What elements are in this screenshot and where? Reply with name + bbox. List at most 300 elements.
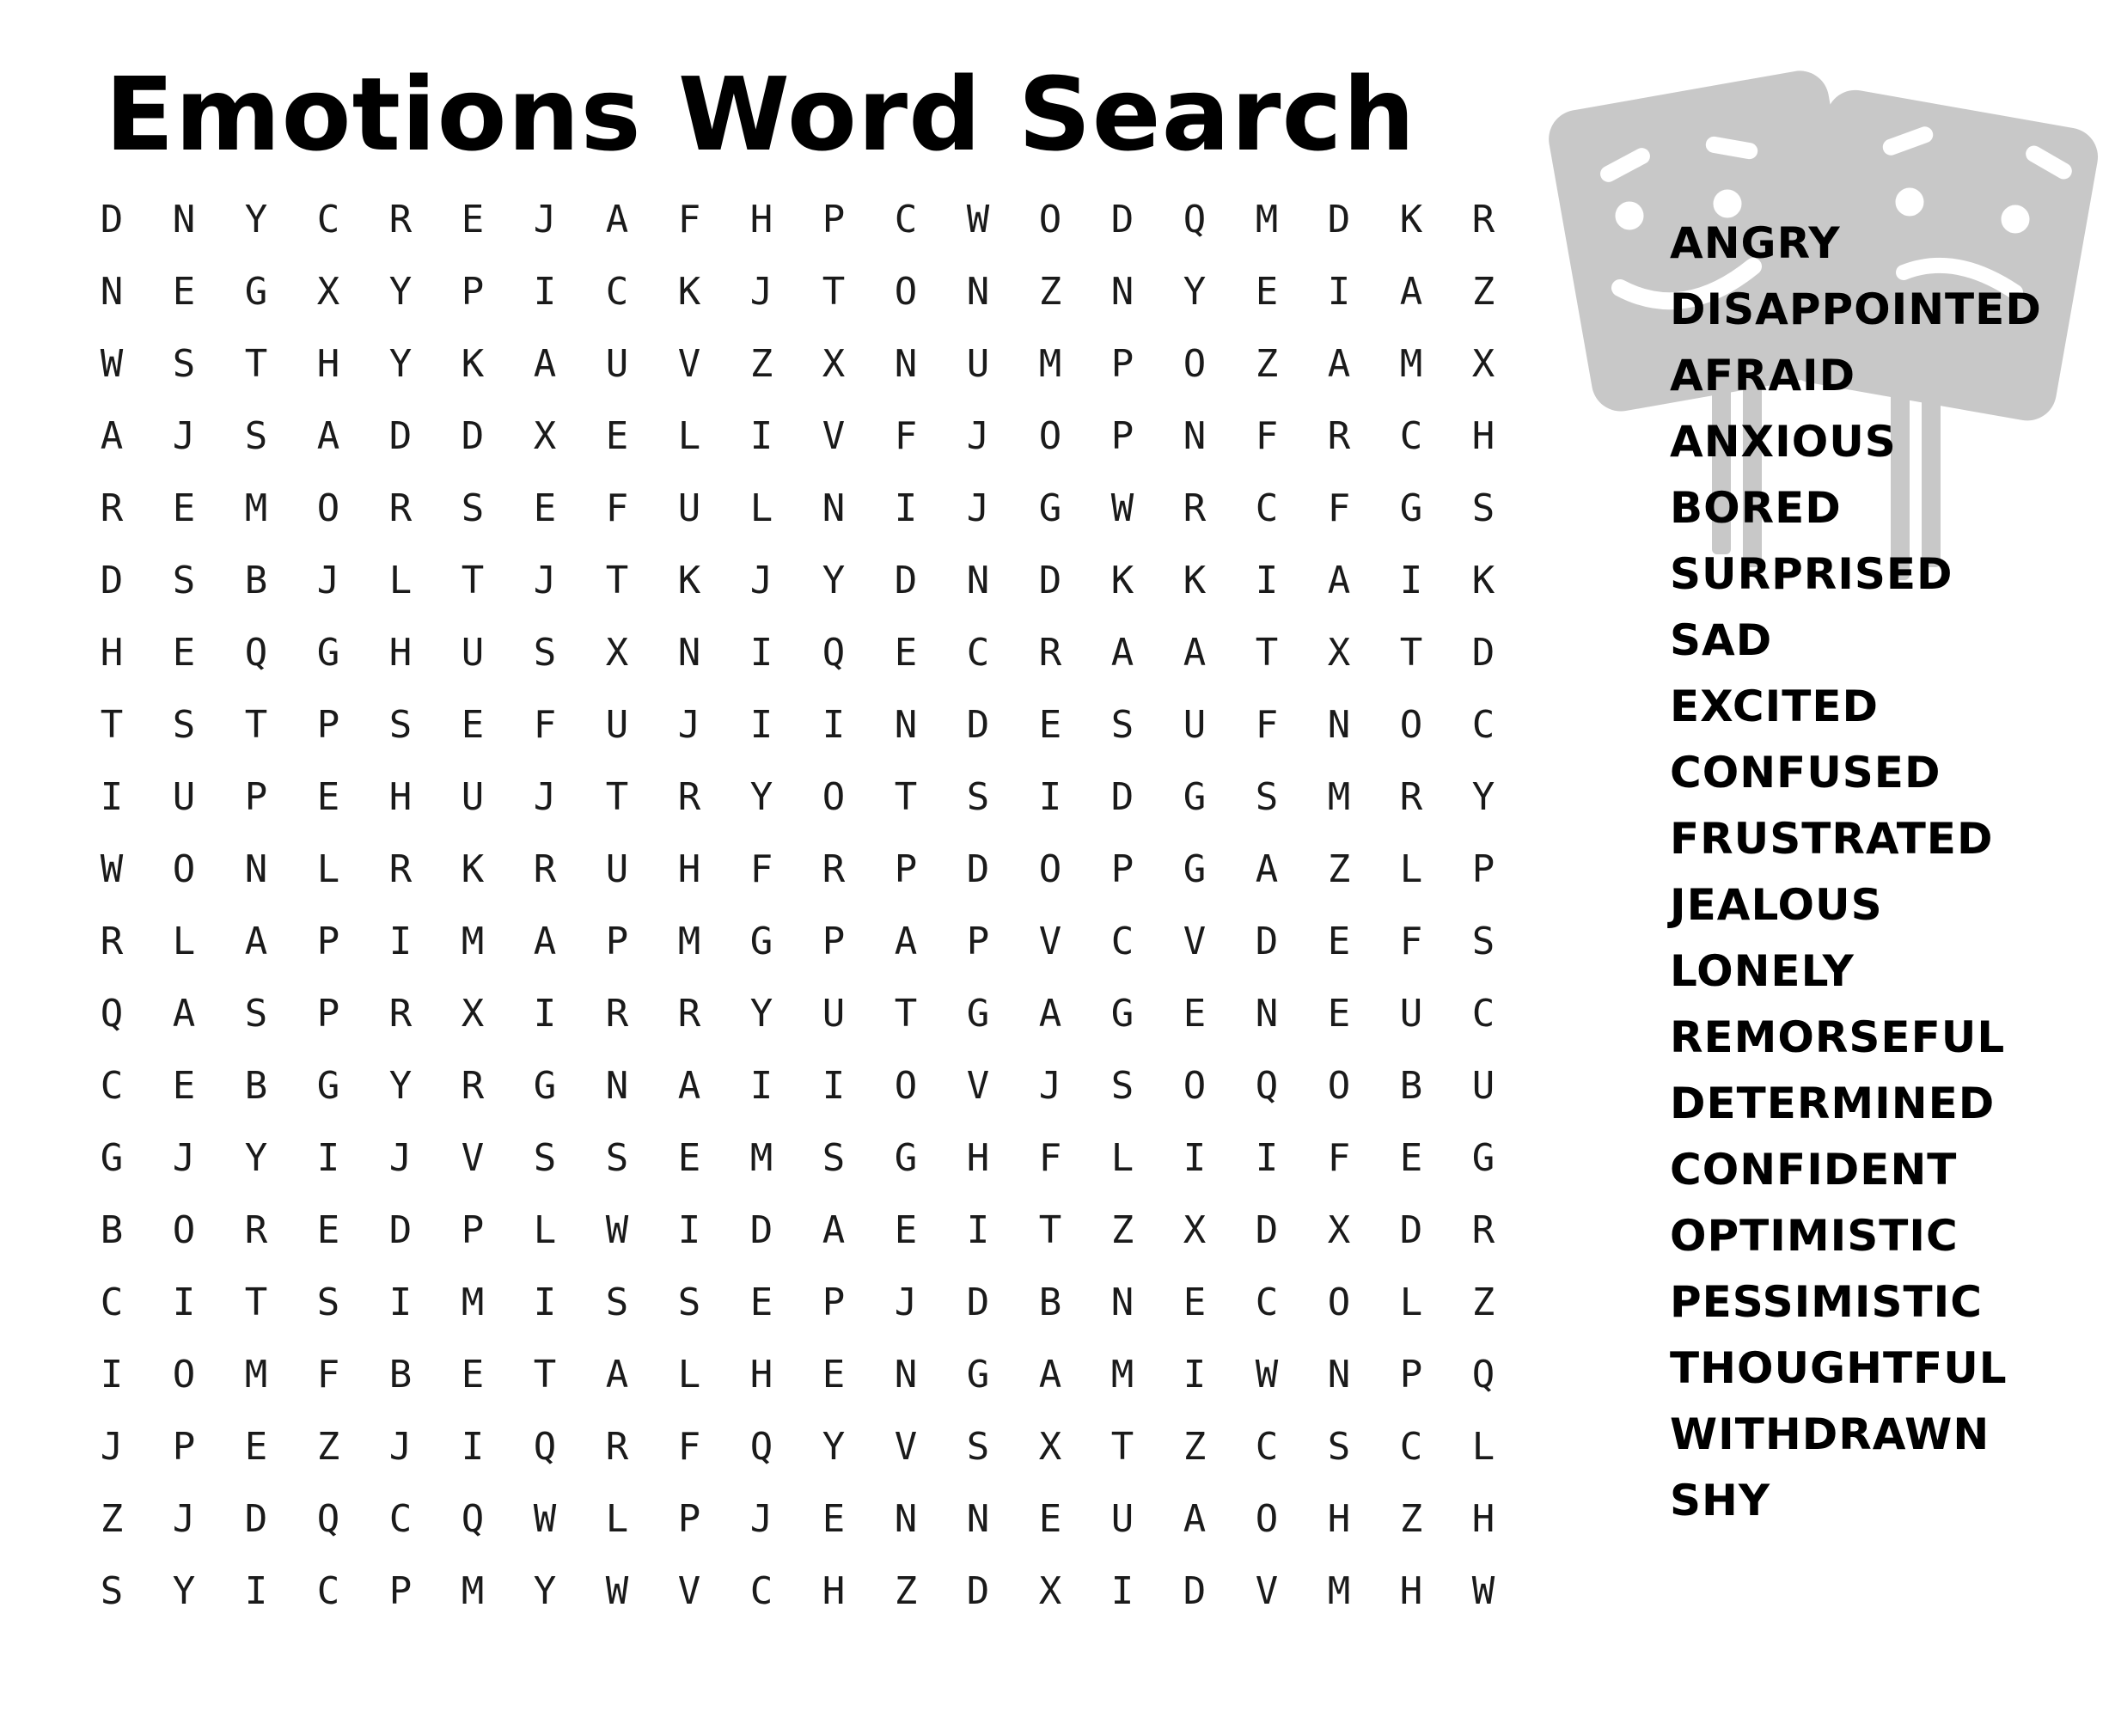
grid-letter[interactable]: F: [1038, 1136, 1062, 1180]
grid-letter[interactable]: G: [966, 992, 990, 1036]
grid-letter[interactable]: K: [461, 847, 485, 891]
grid-letter[interactable]: C: [1399, 1425, 1423, 1469]
grid-letter[interactable]: R: [1399, 775, 1423, 819]
grid-letter[interactable]: D: [1399, 1208, 1423, 1252]
grid-letter[interactable]: I: [1183, 1353, 1207, 1397]
grid-letter[interactable]: S: [100, 1569, 124, 1613]
grid-letter[interactable]: D: [1038, 559, 1062, 602]
grid-letter[interactable]: C: [966, 631, 990, 675]
grid-letter[interactable]: A: [1183, 1497, 1207, 1541]
grid-letter[interactable]: S: [822, 1136, 846, 1180]
grid-letter[interactable]: M: [461, 1281, 485, 1324]
grid-letter[interactable]: R: [461, 1064, 485, 1108]
grid-letter[interactable]: O: [172, 1353, 196, 1397]
grid-letter[interactable]: B: [244, 559, 268, 602]
grid-letter[interactable]: S: [172, 559, 196, 602]
grid-letter[interactable]: O: [1038, 847, 1062, 891]
grid-letter[interactable]: S: [605, 1281, 629, 1324]
grid-letter[interactable]: C: [894, 198, 918, 241]
grid-letter[interactable]: D: [1471, 631, 1495, 675]
grid-letter[interactable]: N: [894, 342, 918, 386]
grid-letter[interactable]: L: [749, 486, 773, 530]
grid-letter[interactable]: O: [1038, 198, 1062, 241]
grid-letter[interactable]: Y: [749, 992, 773, 1036]
grid-letter[interactable]: L: [316, 847, 340, 891]
grid-letter[interactable]: I: [822, 1064, 846, 1108]
grid-letter[interactable]: G: [1183, 847, 1207, 891]
grid-letter[interactable]: M: [1327, 1569, 1351, 1613]
grid-letter[interactable]: C: [1471, 703, 1495, 747]
grid-letter[interactable]: N: [966, 1497, 990, 1541]
grid-letter[interactable]: J: [172, 414, 196, 458]
grid-letter[interactable]: C: [1255, 1425, 1279, 1469]
grid-letter[interactable]: M: [244, 1353, 268, 1397]
grid-letter[interactable]: I: [749, 1064, 773, 1108]
grid-letter[interactable]: U: [966, 342, 990, 386]
grid-letter[interactable]: X: [1471, 342, 1495, 386]
grid-letter[interactable]: D: [966, 847, 990, 891]
grid-letter[interactable]: E: [461, 1353, 485, 1397]
grid-letter[interactable]: N: [1183, 414, 1207, 458]
grid-letter[interactable]: G: [316, 631, 340, 675]
grid-letter[interactable]: Y: [822, 559, 846, 602]
grid-letter[interactable]: W: [1471, 1569, 1495, 1613]
grid-letter[interactable]: E: [749, 1281, 773, 1324]
grid-letter[interactable]: X: [605, 631, 629, 675]
grid-letter[interactable]: D: [461, 414, 485, 458]
grid-letter[interactable]: R: [1471, 1208, 1495, 1252]
grid-letter[interactable]: D: [244, 1497, 268, 1541]
grid-letter[interactable]: R: [388, 847, 413, 891]
grid-letter[interactable]: F: [894, 414, 918, 458]
grid-letter[interactable]: J: [533, 775, 557, 819]
grid-letter[interactable]: T: [461, 559, 485, 602]
grid-letter[interactable]: H: [749, 198, 773, 241]
grid-letter[interactable]: S: [388, 703, 413, 747]
grid-letter[interactable]: E: [461, 703, 485, 747]
grid-letter[interactable]: N: [822, 486, 846, 530]
grid-letter[interactable]: J: [172, 1136, 196, 1180]
grid-letter[interactable]: N: [172, 198, 196, 241]
grid-letter[interactable]: B: [1038, 1281, 1062, 1324]
grid-letter[interactable]: S: [244, 414, 268, 458]
grid-letter[interactable]: O: [172, 1208, 196, 1252]
grid-letter[interactable]: Q: [1255, 1064, 1279, 1108]
grid-letter[interactable]: R: [100, 920, 124, 963]
grid-letter[interactable]: D: [749, 1208, 773, 1252]
grid-letter[interactable]: P: [605, 920, 629, 963]
grid-letter[interactable]: D: [1327, 198, 1351, 241]
grid-letter[interactable]: D: [100, 559, 124, 602]
grid-letter[interactable]: Y: [388, 1064, 413, 1108]
grid-letter[interactable]: N: [100, 270, 124, 314]
grid-letter[interactable]: I: [749, 703, 773, 747]
grid-letter[interactable]: Y: [749, 775, 773, 819]
grid-letter[interactable]: S: [316, 1281, 340, 1324]
grid-letter[interactable]: Y: [1471, 775, 1495, 819]
grid-letter[interactable]: E: [172, 1064, 196, 1108]
grid-letter[interactable]: G: [966, 1353, 990, 1397]
grid-letter[interactable]: N: [1327, 1353, 1351, 1397]
grid-letter[interactable]: W: [100, 847, 124, 891]
grid-letter[interactable]: V: [966, 1064, 990, 1108]
grid-letter[interactable]: D: [966, 1281, 990, 1324]
grid-letter[interactable]: P: [822, 1281, 846, 1324]
grid-letter[interactable]: E: [894, 631, 918, 675]
grid-letter[interactable]: I: [244, 1569, 268, 1613]
grid-letter[interactable]: V: [894, 1425, 918, 1469]
grid-letter[interactable]: F: [1399, 920, 1423, 963]
grid-letter[interactable]: N: [244, 847, 268, 891]
grid-letter[interactable]: W: [605, 1569, 629, 1613]
grid-letter[interactable]: Z: [1255, 342, 1279, 386]
grid-letter[interactable]: I: [894, 486, 918, 530]
grid-letter[interactable]: N: [677, 631, 701, 675]
grid-letter[interactable]: Z: [1471, 1281, 1495, 1324]
grid-letter[interactable]: Y: [533, 1569, 557, 1613]
grid-letter[interactable]: O: [1399, 703, 1423, 747]
grid-letter[interactable]: J: [316, 559, 340, 602]
grid-letter[interactable]: I: [1110, 1569, 1134, 1613]
grid-letter[interactable]: E: [605, 414, 629, 458]
grid-letter[interactable]: P: [677, 1497, 701, 1541]
grid-letter[interactable]: P: [966, 920, 990, 963]
grid-letter[interactable]: Y: [388, 270, 413, 314]
grid-letter[interactable]: H: [388, 631, 413, 675]
grid-letter[interactable]: P: [1399, 1353, 1423, 1397]
grid-letter[interactable]: T: [894, 992, 918, 1036]
grid-letter[interactable]: P: [461, 1208, 485, 1252]
grid-letter[interactable]: J: [1038, 1064, 1062, 1108]
grid-letter[interactable]: H: [966, 1136, 990, 1180]
grid-letter[interactable]: N: [1327, 703, 1351, 747]
grid-letter[interactable]: I: [749, 414, 773, 458]
grid-letter[interactable]: S: [1255, 775, 1279, 819]
grid-letter[interactable]: E: [1327, 920, 1351, 963]
grid-letter[interactable]: Z: [894, 1569, 918, 1613]
grid-letter[interactable]: I: [388, 920, 413, 963]
grid-letter[interactable]: O: [1183, 342, 1207, 386]
grid-letter[interactable]: M: [461, 1569, 485, 1613]
grid-letter[interactable]: C: [100, 1281, 124, 1324]
grid-letter[interactable]: Y: [822, 1425, 846, 1469]
grid-letter[interactable]: B: [244, 1064, 268, 1108]
grid-letter[interactable]: T: [605, 775, 629, 819]
grid-letter[interactable]: N: [894, 1497, 918, 1541]
grid-letter[interactable]: N: [966, 270, 990, 314]
grid-letter[interactable]: C: [316, 198, 340, 241]
grid-letter[interactable]: U: [605, 847, 629, 891]
grid-letter[interactable]: N: [605, 1064, 629, 1108]
grid-letter[interactable]: L: [1399, 847, 1423, 891]
grid-letter[interactable]: S: [1110, 1064, 1134, 1108]
grid-letter[interactable]: A: [1327, 559, 1351, 602]
grid-letter[interactable]: J: [966, 414, 990, 458]
grid-letter[interactable]: Q: [1471, 1353, 1495, 1397]
grid-letter[interactable]: T: [244, 703, 268, 747]
grid-letter[interactable]: K: [1471, 559, 1495, 602]
grid-letter[interactable]: H: [388, 775, 413, 819]
grid-letter[interactable]: E: [1327, 992, 1351, 1036]
grid-letter[interactable]: A: [316, 414, 340, 458]
grid-letter[interactable]: T: [244, 342, 268, 386]
grid-letter[interactable]: Z: [1110, 1208, 1134, 1252]
grid-letter[interactable]: I: [822, 703, 846, 747]
grid-letter[interactable]: H: [100, 631, 124, 675]
grid-letter[interactable]: J: [749, 270, 773, 314]
grid-letter[interactable]: H: [822, 1569, 846, 1613]
grid-letter[interactable]: V: [1038, 920, 1062, 963]
grid-letter[interactable]: K: [1399, 198, 1423, 241]
grid-letter[interactable]: H: [316, 342, 340, 386]
grid-letter[interactable]: P: [316, 992, 340, 1036]
grid-letter[interactable]: Z: [1399, 1497, 1423, 1541]
grid-letter[interactable]: E: [172, 486, 196, 530]
grid-letter[interactable]: Z: [1471, 270, 1495, 314]
grid-letter[interactable]: Q: [1183, 198, 1207, 241]
grid-letter[interactable]: E: [1183, 992, 1207, 1036]
grid-letter[interactable]: V: [822, 414, 846, 458]
grid-letter[interactable]: R: [822, 847, 846, 891]
grid-letter[interactable]: C: [1399, 414, 1423, 458]
grid-letter[interactable]: A: [677, 1064, 701, 1108]
grid-letter[interactable]: G: [533, 1064, 557, 1108]
grid-letter[interactable]: J: [966, 486, 990, 530]
grid-letter[interactable]: H: [1327, 1497, 1351, 1541]
grid-letter[interactable]: A: [605, 198, 629, 241]
grid-letter[interactable]: S: [533, 1136, 557, 1180]
grid-letter[interactable]: U: [1471, 1064, 1495, 1108]
grid-letter[interactable]: E: [822, 1353, 846, 1397]
grid-letter[interactable]: Z: [100, 1497, 124, 1541]
grid-letter[interactable]: C: [100, 1064, 124, 1108]
grid-letter[interactable]: I: [966, 1208, 990, 1252]
grid-letter[interactable]: R: [677, 775, 701, 819]
grid-letter[interactable]: L: [1471, 1425, 1495, 1469]
grid-letter[interactable]: K: [461, 342, 485, 386]
grid-letter[interactable]: E: [533, 486, 557, 530]
grid-letter[interactable]: W: [1255, 1353, 1279, 1397]
grid-letter[interactable]: I: [100, 775, 124, 819]
grid-letter[interactable]: G: [316, 1064, 340, 1108]
grid-letter[interactable]: L: [533, 1208, 557, 1252]
grid-letter[interactable]: L: [1399, 1281, 1423, 1324]
grid-letter[interactable]: S: [1110, 703, 1134, 747]
grid-letter[interactable]: J: [894, 1281, 918, 1324]
grid-letter[interactable]: A: [605, 1353, 629, 1397]
grid-letter[interactable]: P: [316, 920, 340, 963]
grid-letter[interactable]: G: [1471, 1136, 1495, 1180]
grid-letter[interactable]: P: [172, 1425, 196, 1469]
grid-letter[interactable]: G: [100, 1136, 124, 1180]
grid-letter[interactable]: P: [1110, 847, 1134, 891]
grid-letter[interactable]: C: [1255, 486, 1279, 530]
grid-letter[interactable]: J: [388, 1425, 413, 1469]
grid-letter[interactable]: I: [100, 1353, 124, 1397]
grid-letter[interactable]: W: [1110, 486, 1134, 530]
grid-letter[interactable]: E: [894, 1208, 918, 1252]
grid-letter[interactable]: Y: [172, 1569, 196, 1613]
grid-letter[interactable]: Z: [1327, 847, 1351, 891]
grid-letter[interactable]: X: [1038, 1569, 1062, 1613]
grid-letter[interactable]: L: [388, 559, 413, 602]
grid-letter[interactable]: Q: [316, 1497, 340, 1541]
grid-letter[interactable]: L: [605, 1497, 629, 1541]
grid-letter[interactable]: G: [749, 920, 773, 963]
grid-letter[interactable]: G: [1110, 992, 1134, 1036]
grid-letter[interactable]: W: [533, 1497, 557, 1541]
grid-letter[interactable]: S: [172, 342, 196, 386]
grid-letter[interactable]: A: [1399, 270, 1423, 314]
grid-letter[interactable]: A: [244, 920, 268, 963]
grid-letter[interactable]: T: [1399, 631, 1423, 675]
grid-letter[interactable]: O: [822, 775, 846, 819]
grid-letter[interactable]: P: [388, 1569, 413, 1613]
grid-letter[interactable]: J: [677, 703, 701, 747]
grid-letter[interactable]: S: [677, 1281, 701, 1324]
grid-letter[interactable]: P: [822, 920, 846, 963]
grid-letter[interactable]: D: [100, 198, 124, 241]
grid-letter[interactable]: G: [244, 270, 268, 314]
grid-letter[interactable]: I: [1399, 559, 1423, 602]
grid-letter[interactable]: N: [966, 559, 990, 602]
grid-letter[interactable]: G: [1038, 486, 1062, 530]
grid-letter[interactable]: X: [822, 342, 846, 386]
grid-letter[interactable]: I: [533, 270, 557, 314]
grid-letter[interactable]: X: [461, 992, 485, 1036]
grid-letter[interactable]: U: [677, 486, 701, 530]
grid-letter[interactable]: F: [677, 198, 701, 241]
grid-letter[interactable]: M: [677, 920, 701, 963]
grid-letter[interactable]: P: [1471, 847, 1495, 891]
grid-letter[interactable]: M: [749, 1136, 773, 1180]
grid-letter[interactable]: F: [1327, 1136, 1351, 1180]
grid-letter[interactable]: I: [388, 1281, 413, 1324]
grid-letter[interactable]: Z: [749, 342, 773, 386]
grid-letter[interactable]: F: [1327, 486, 1351, 530]
grid-letter[interactable]: T: [244, 1281, 268, 1324]
grid-letter[interactable]: O: [1327, 1281, 1351, 1324]
grid-letter[interactable]: R: [388, 992, 413, 1036]
grid-letter[interactable]: A: [894, 920, 918, 963]
grid-letter[interactable]: U: [605, 703, 629, 747]
grid-letter[interactable]: I: [677, 1208, 701, 1252]
grid-letter[interactable]: E: [461, 198, 485, 241]
grid-letter[interactable]: G: [1399, 486, 1423, 530]
grid-letter[interactable]: M: [1399, 342, 1423, 386]
grid-letter[interactable]: F: [677, 1425, 701, 1469]
grid-letter[interactable]: U: [1110, 1497, 1134, 1541]
grid-letter[interactable]: R: [1183, 486, 1207, 530]
grid-letter[interactable]: B: [100, 1208, 124, 1252]
grid-letter[interactable]: E: [1255, 270, 1279, 314]
grid-letter[interactable]: P: [316, 703, 340, 747]
grid-letter[interactable]: F: [1255, 703, 1279, 747]
grid-letter[interactable]: H: [1471, 1497, 1495, 1541]
grid-letter[interactable]: O: [894, 270, 918, 314]
grid-letter[interactable]: O: [894, 1064, 918, 1108]
grid-letter[interactable]: L: [677, 1353, 701, 1397]
grid-letter[interactable]: S: [461, 486, 485, 530]
grid-letter[interactable]: K: [677, 270, 701, 314]
grid-letter[interactable]: H: [749, 1353, 773, 1397]
grid-letter[interactable]: R: [1038, 631, 1062, 675]
grid-letter[interactable]: J: [388, 1136, 413, 1180]
grid-letter[interactable]: I: [1255, 559, 1279, 602]
grid-letter[interactable]: S: [1471, 486, 1495, 530]
grid-letter[interactable]: A: [533, 920, 557, 963]
grid-letter[interactable]: U: [1183, 703, 1207, 747]
grid-letter[interactable]: U: [461, 631, 485, 675]
grid-letter[interactable]: D: [894, 559, 918, 602]
grid-letter[interactable]: J: [100, 1425, 124, 1469]
grid-letter[interactable]: E: [172, 270, 196, 314]
grid-letter[interactable]: Y: [388, 342, 413, 386]
grid-letter[interactable]: I: [1255, 1136, 1279, 1180]
grid-letter[interactable]: E: [316, 775, 340, 819]
grid-letter[interactable]: Z: [316, 1425, 340, 1469]
grid-letter[interactable]: Q: [749, 1425, 773, 1469]
grid-letter[interactable]: I: [172, 1281, 196, 1324]
grid-letter[interactable]: P: [244, 775, 268, 819]
grid-letter[interactable]: G: [1183, 775, 1207, 819]
grid-letter[interactable]: C: [1110, 920, 1134, 963]
grid-letter[interactable]: M: [244, 486, 268, 530]
grid-letter[interactable]: I: [316, 1136, 340, 1180]
grid-letter[interactable]: U: [822, 992, 846, 1036]
grid-letter[interactable]: K: [677, 559, 701, 602]
grid-letter[interactable]: O: [1038, 414, 1062, 458]
grid-letter[interactable]: D: [1255, 1208, 1279, 1252]
grid-letter[interactable]: R: [388, 198, 413, 241]
grid-letter[interactable]: E: [1183, 1281, 1207, 1324]
grid-letter[interactable]: S: [966, 775, 990, 819]
grid-letter[interactable]: M: [1255, 198, 1279, 241]
grid-letter[interactable]: S: [172, 703, 196, 747]
grid-letter[interactable]: X: [1327, 1208, 1351, 1252]
grid-letter[interactable]: L: [172, 920, 196, 963]
grid-letter[interactable]: A: [1327, 342, 1351, 386]
grid-letter[interactable]: E: [316, 1208, 340, 1252]
grid-letter[interactable]: X: [533, 414, 557, 458]
grid-letter[interactable]: I: [1327, 270, 1351, 314]
grid-letter[interactable]: P: [894, 847, 918, 891]
grid-letter[interactable]: R: [100, 486, 124, 530]
grid-letter[interactable]: T: [100, 703, 124, 747]
grid-letter[interactable]: W: [966, 198, 990, 241]
grid-letter[interactable]: Q: [822, 631, 846, 675]
grid-letter[interactable]: Y: [244, 1136, 268, 1180]
grid-letter[interactable]: A: [100, 414, 124, 458]
grid-letter[interactable]: E: [822, 1497, 846, 1541]
grid-letter[interactable]: P: [1110, 342, 1134, 386]
grid-letter[interactable]: S: [244, 992, 268, 1036]
grid-letter[interactable]: T: [894, 775, 918, 819]
grid-letter[interactable]: D: [1255, 920, 1279, 963]
grid-letter[interactable]: H: [1471, 414, 1495, 458]
grid-letter[interactable]: K: [1110, 559, 1134, 602]
grid-letter[interactable]: A: [1255, 847, 1279, 891]
grid-letter[interactable]: I: [749, 631, 773, 675]
grid-letter[interactable]: X: [316, 270, 340, 314]
grid-letter[interactable]: E: [172, 631, 196, 675]
grid-letter[interactable]: U: [172, 775, 196, 819]
grid-letter[interactable]: O: [1183, 1064, 1207, 1108]
grid-letter[interactable]: T: [1110, 1425, 1134, 1469]
grid-letter[interactable]: I: [1183, 1136, 1207, 1180]
grid-letter[interactable]: J: [533, 198, 557, 241]
grid-letter[interactable]: T: [533, 1353, 557, 1397]
